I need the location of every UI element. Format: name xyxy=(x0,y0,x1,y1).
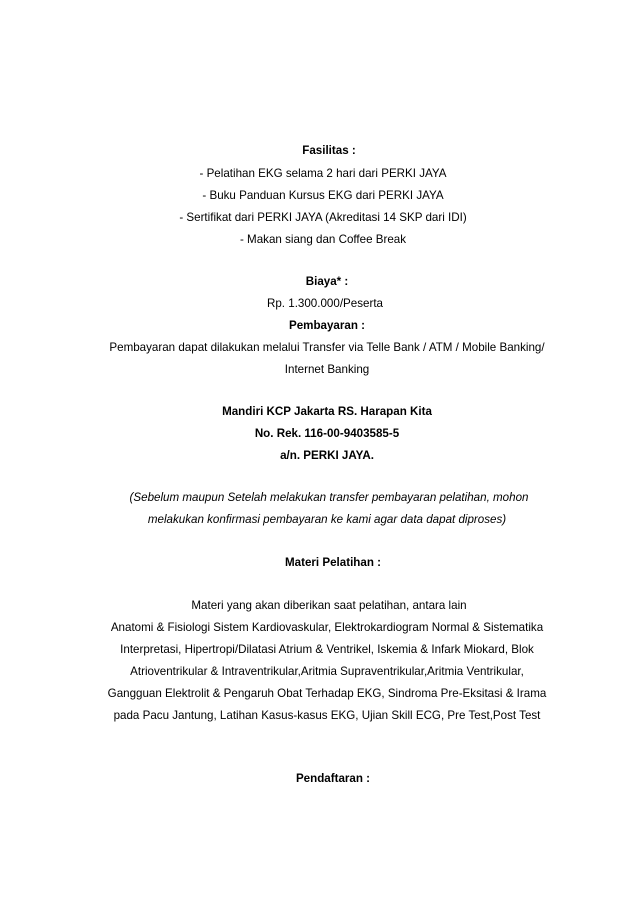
fasilitas-item: - Makan siang dan Coffee Break xyxy=(239,233,407,246)
biaya-heading: Biaya* : xyxy=(305,275,349,288)
payment-note: (Sebelum maupun Setelah melakukan transfer pembayaran pelatihan, mohon xyxy=(129,491,529,504)
bank-account-holder: a/n. PERKI JAYA. xyxy=(280,449,374,462)
payment-note: melakukan konfirmasi pembayaran ke kami agar data dapat diproses) xyxy=(147,513,507,526)
bank-account-number: No. Rek. 116-00-9403585-5 xyxy=(254,427,400,440)
materi-text: Gangguan Elektrolit & Pengaruh Obat Terhadap EKG, Sindroma Pre-Eksitasi & Irama xyxy=(107,687,547,700)
fasilitas-item: - Pelatihan EKG selama 2 hari dari PERKI JAYA xyxy=(199,167,447,180)
pendaftaran-heading: Pendaftaran : xyxy=(295,772,371,785)
fasilitas-item: - Sertifikat dari PERKI JAYA (Akreditasi 14 SKP dari IDI) xyxy=(179,211,467,224)
biaya-amount: Rp. 1.300.000/Peserta xyxy=(266,297,384,310)
pembayaran-text: Internet Banking xyxy=(284,363,370,376)
fasilitas-heading: Fasilitas : xyxy=(302,144,356,157)
materi-text: Anatomi & Fisiologi Sistem Kardiovaskular, Elektrokardiogram Normal & Sistematika xyxy=(110,621,544,634)
materi-heading: Materi Pelatihan : xyxy=(285,556,381,569)
materi-text: Interpretasi, Hipertropi/Dilatasi Atrium & Ventrikel, Iskemia & Infark Miokard, Blok xyxy=(120,643,534,656)
pembayaran-heading: Pembayaran : xyxy=(288,319,366,332)
materi-text: Materi yang akan diberikan saat pelatihan, antara lain xyxy=(191,599,467,612)
bank-name: Mandiri KCP Jakarta RS. Harapan Kita xyxy=(222,405,432,418)
materi-text: pada Pacu Jantung, Latihan Kasus-kasus EKG, Ujian Skill ECG, Pre Test,Post Test xyxy=(113,709,541,722)
pembayaran-text: Pembayaran dapat dilakukan melalui Transfer via Telle Bank / ATM / Mobile Banking/ xyxy=(109,341,545,354)
fasilitas-item: - Buku Panduan Kursus EKG dari PERKI JAYA xyxy=(202,189,444,202)
materi-text: Atrioventrikular & Intraventrikular,Aritmia Supraventrikular,Aritmia Ventrikular, xyxy=(130,665,524,678)
